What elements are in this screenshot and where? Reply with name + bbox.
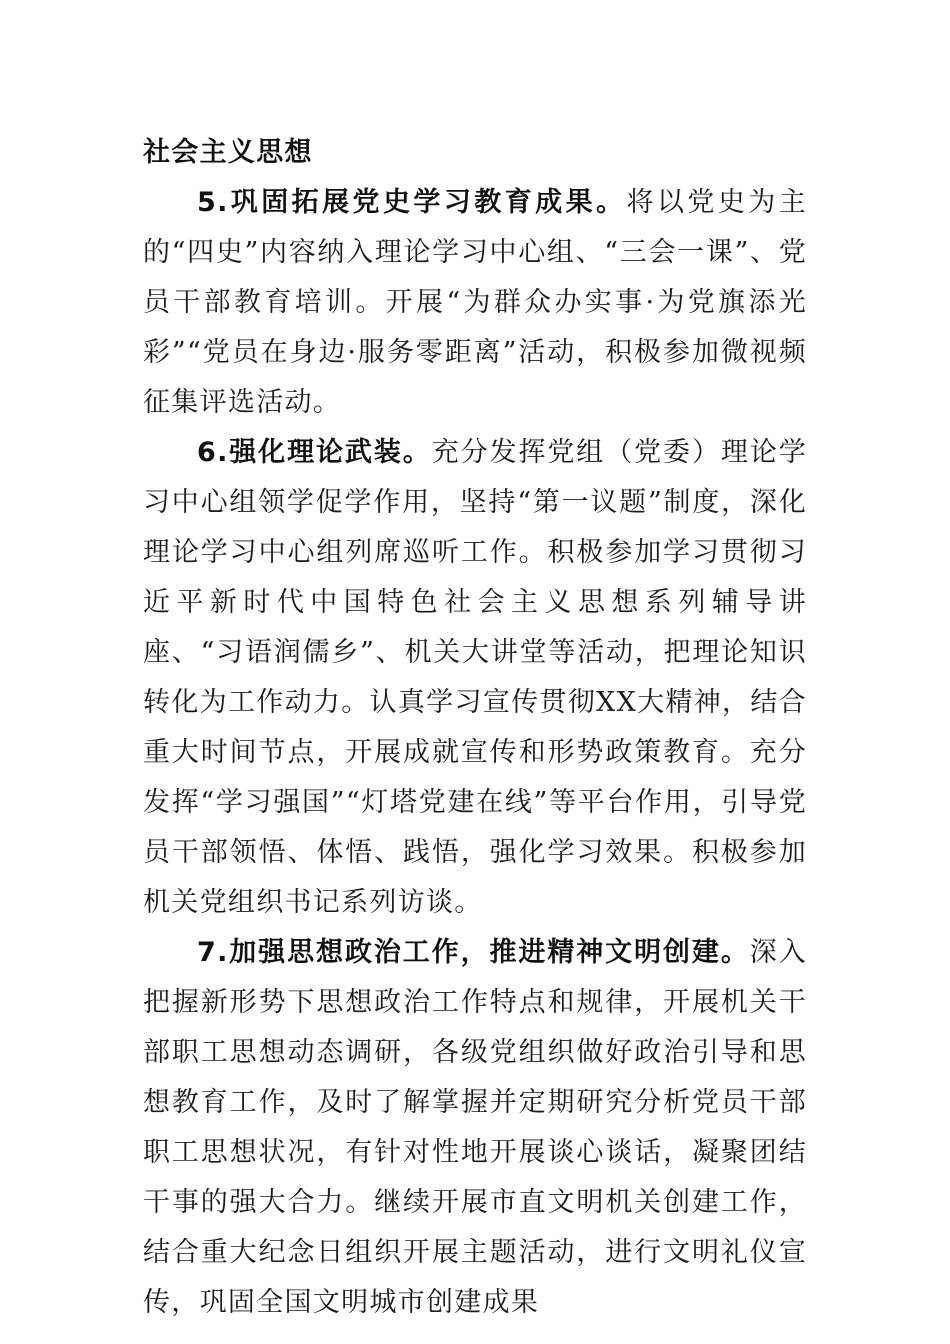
section-5-heading: 5.巩固拓展党史学习教育成果。 <box>197 187 627 218</box>
section-5-body: 将以党史为主的“四史”内容纳入理论学习中心组、“三会一课”、党员干部教育培训。开展“为群众办实事·为党旗添光彩”“党员在身边·服务零距离”活动，积极参加微视频征集评选活动。 <box>143 187 807 418</box>
section-6-heading: 6.强化理论武装。 <box>197 437 432 468</box>
section-7-body: 深入把握新形势下思想政治工作特点和规律，开展机关干部职工思想动态调研，各级党组织做好政治引导和思想教育工作，及时了解掌握并定期研究分析党员干部职工思想状况，有针对性地开展谈心谈话，凝聚团结干事的强大合力。继续开展市直文明机关创建工作，结合重大纪念日组织开展主题活动，进行文明礼仪宣传，巩固全国文明城市创建成果 <box>143 937 807 1318</box>
document-body <box>143 128 807 1328</box>
lead-line: 社会主义思想 <box>143 137 313 168</box>
section-6 <box>143 428 807 928</box>
section-7 <box>143 928 807 1328</box>
section-5 <box>143 178 807 428</box>
section-6-body: 充分发挥党组（党委）理论学习中心组领学促学作用，坚持“第一议题”制度，深化理论学习中心组列席巡听工作。积极参加学习贯彻习近平新时代中国特色社会主义思想系列辅导讲座、“习语润儒乡”、机关大讲堂等活动，把理论知识转化为工作动力。认真学习宣传贯彻XX大精神，结合重大时间节点，开展成就宣传和形势政策教育。充分发挥“学习强国”“灯塔党建在线”等平台作用，引导党员干部领悟、体悟、践悟，强化学习效果。积极参加机关党组织书记系列访谈。 <box>143 437 807 918</box>
section-7-heading: 7.加强思想政治工作，推进精神文明创建。 <box>197 937 750 968</box>
